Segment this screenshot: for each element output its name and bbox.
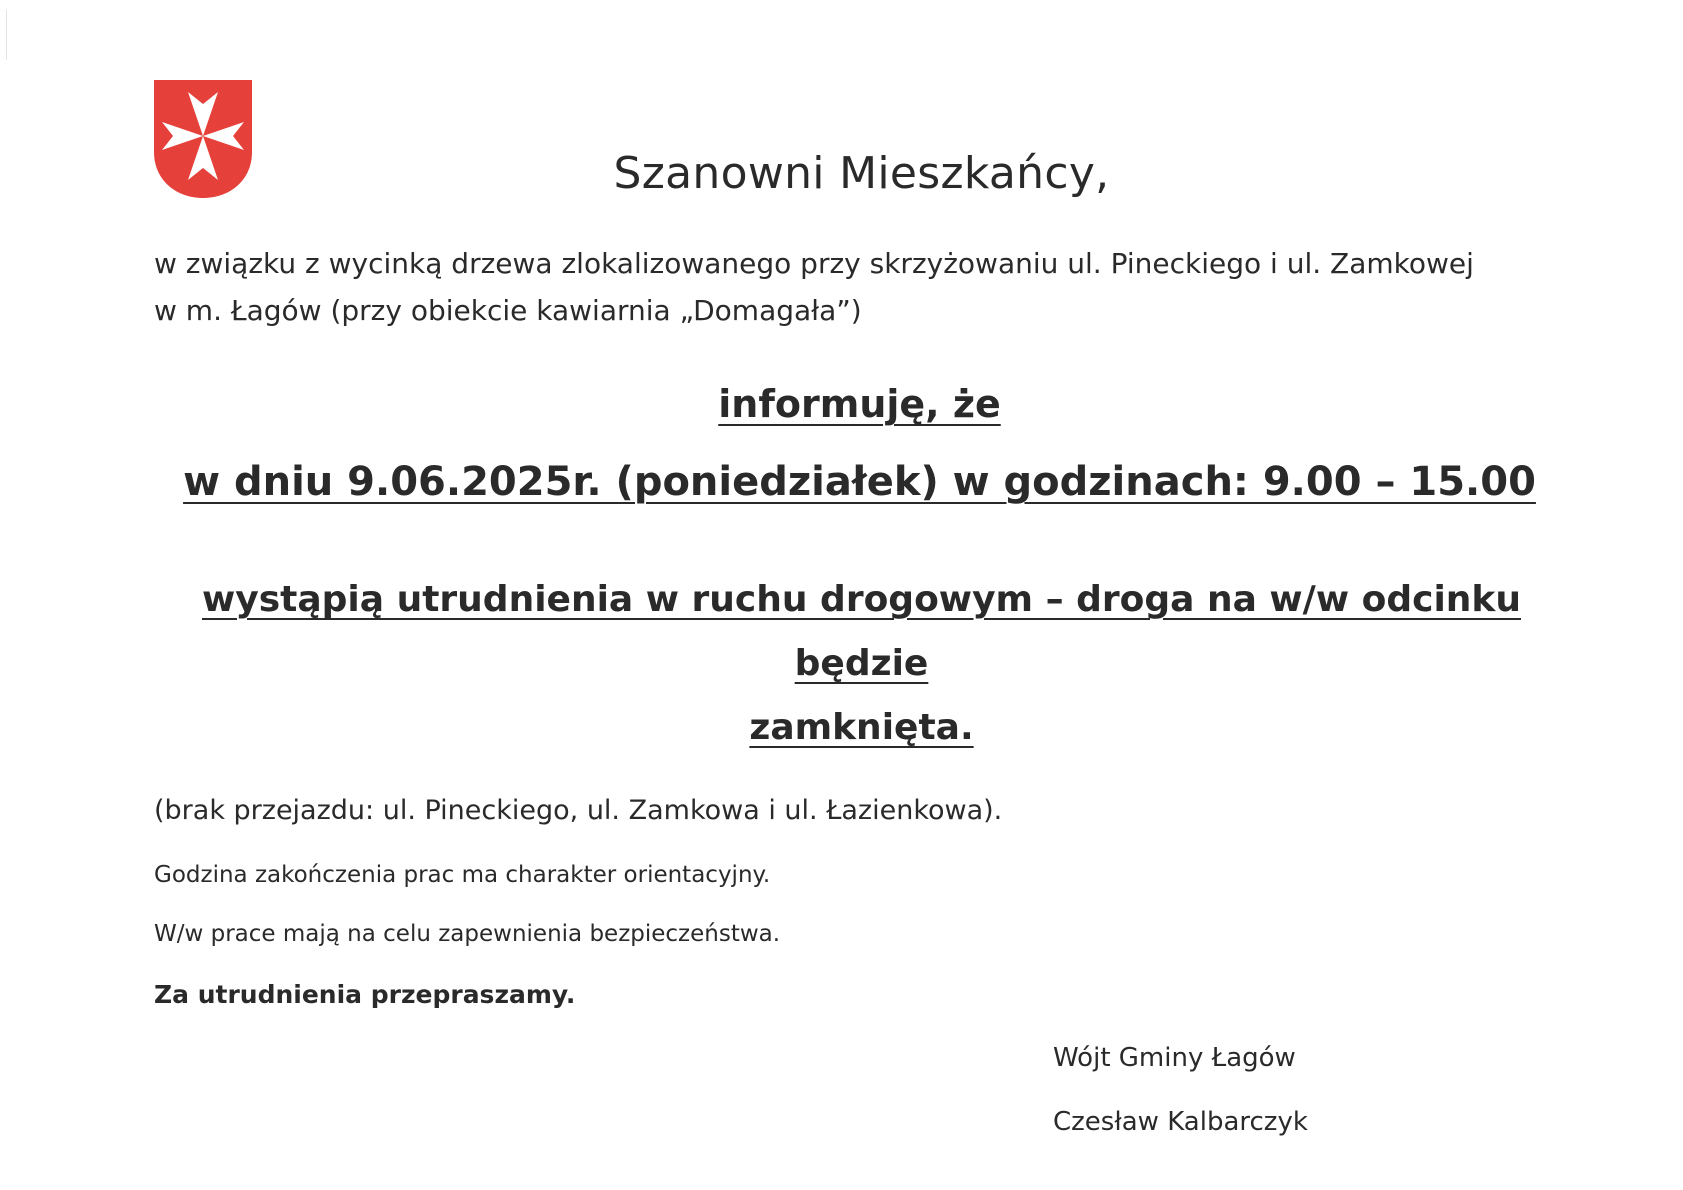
road-closure-warning (0, 568, 1683, 760)
date-time-text: w dniu 9.06.2025r. (poniedziałek) w godzinach: 9.00 – 15.00 (183, 459, 1536, 505)
end-time-note: Godzina zakończenia prac ma charakter orientacyjny. (154, 862, 771, 888)
warning-line-2: zamknięta. (749, 707, 974, 748)
intro-line-1: w związku z wycinką drzewa zlokalizowanego przy skrzyżowaniu ul. Pineckiego i ul. Zamkowej (154, 247, 1474, 280)
informuje-heading (0, 382, 1683, 426)
intro-paragraph (154, 240, 1554, 334)
greeting-heading: Szanowni Mieszkańcy, (613, 148, 1110, 199)
informuje-text: informuję, że (718, 382, 1001, 426)
signature-title: Wójt Gminy Łagów (1053, 1043, 1296, 1073)
signature-name: Czesław Kalbarczyk (1053, 1107, 1308, 1137)
apology-note: Za utrudnienia przepraszamy. (154, 980, 576, 1009)
no-passage-note: (brak przejazdu: ul. Pineckiego, ul. Zamkowa i ul. Łazienkowa). (154, 795, 1003, 826)
warning-line-1: wystąpią utrudnienia w ruchu drogowym – droga na w/w odcinku będzie (201, 579, 1521, 684)
date-time-heading (0, 459, 1683, 505)
intro-line-2: w m. Łagów (przy obiekcie kawiarnia „Domagała”) (154, 294, 862, 327)
purpose-note: W/w prace mają na celu zapewnienia bezpieczeństwa. (154, 921, 781, 947)
scan-edge-mark (6, 10, 7, 60)
